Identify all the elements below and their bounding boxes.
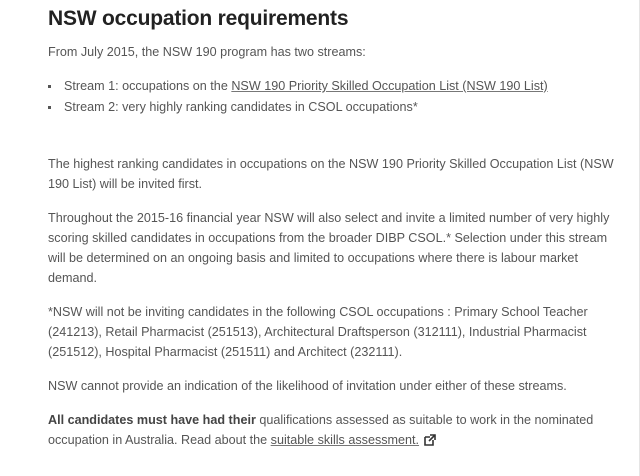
suitable-skills-assessment-link[interactable]: suitable skills assessment.	[270, 433, 420, 447]
nsw-190-list-link[interactable]: NSW 190 Priority Skilled Occupation List (NSW 190 List)	[231, 79, 548, 93]
list-item-stream-2	[48, 97, 620, 118]
stream-1-text: Stream 1: occupations on the	[64, 79, 232, 93]
page-title: NSW occupation requirements	[48, 7, 349, 30]
streams-list	[48, 76, 620, 118]
stream-2-text: Stream 2: very highly ranking candidates in CSOL occupations*	[64, 100, 418, 114]
bullet-icon	[48, 106, 51, 109]
paragraph-excluded-occupations: *NSW will not be inviting candidates in the following CSOL occupations : Primary School Teacher (241213), Retail Pharmacist (251513), Architectural Draftsperson (312111), Industrial Pharmacist (251512), Hospital Pharmacist (251511) and Architect (232111).	[48, 305, 588, 359]
paragraph-highest-ranking: The highest ranking candidates in occupations on the NSW 190 Priority Skilled Occupation List (NSW 190 List) will be invited first.	[48, 157, 614, 191]
paragraph-qualifications	[48, 410, 620, 450]
paragraph-likelihood: NSW cannot provide an indication of the likelihood of invitation under either of these streams.	[48, 379, 567, 393]
external-link-icon[interactable]	[424, 432, 436, 444]
list-item-stream-1	[48, 76, 620, 97]
qualifications-text: qualifications assessed as suitable to work in the nominated occupation in Australia. Read about the	[48, 413, 594, 447]
paragraph-financial-year: Throughout the 2015-16 financial year NSW will also select and invite a limited number of very highly scoring skilled candidates in occupations from the broader DIBP CSOL.* Selection under this stream will be determined on an ongoing basis and limited to occupations where there is labour market demand.	[48, 211, 610, 285]
qualifications-bold-text: All candidates must have had their	[48, 413, 256, 427]
bullet-icon	[48, 85, 51, 88]
intro-text: From July 2015, the NSW 190 program has two streams:	[48, 45, 366, 59]
